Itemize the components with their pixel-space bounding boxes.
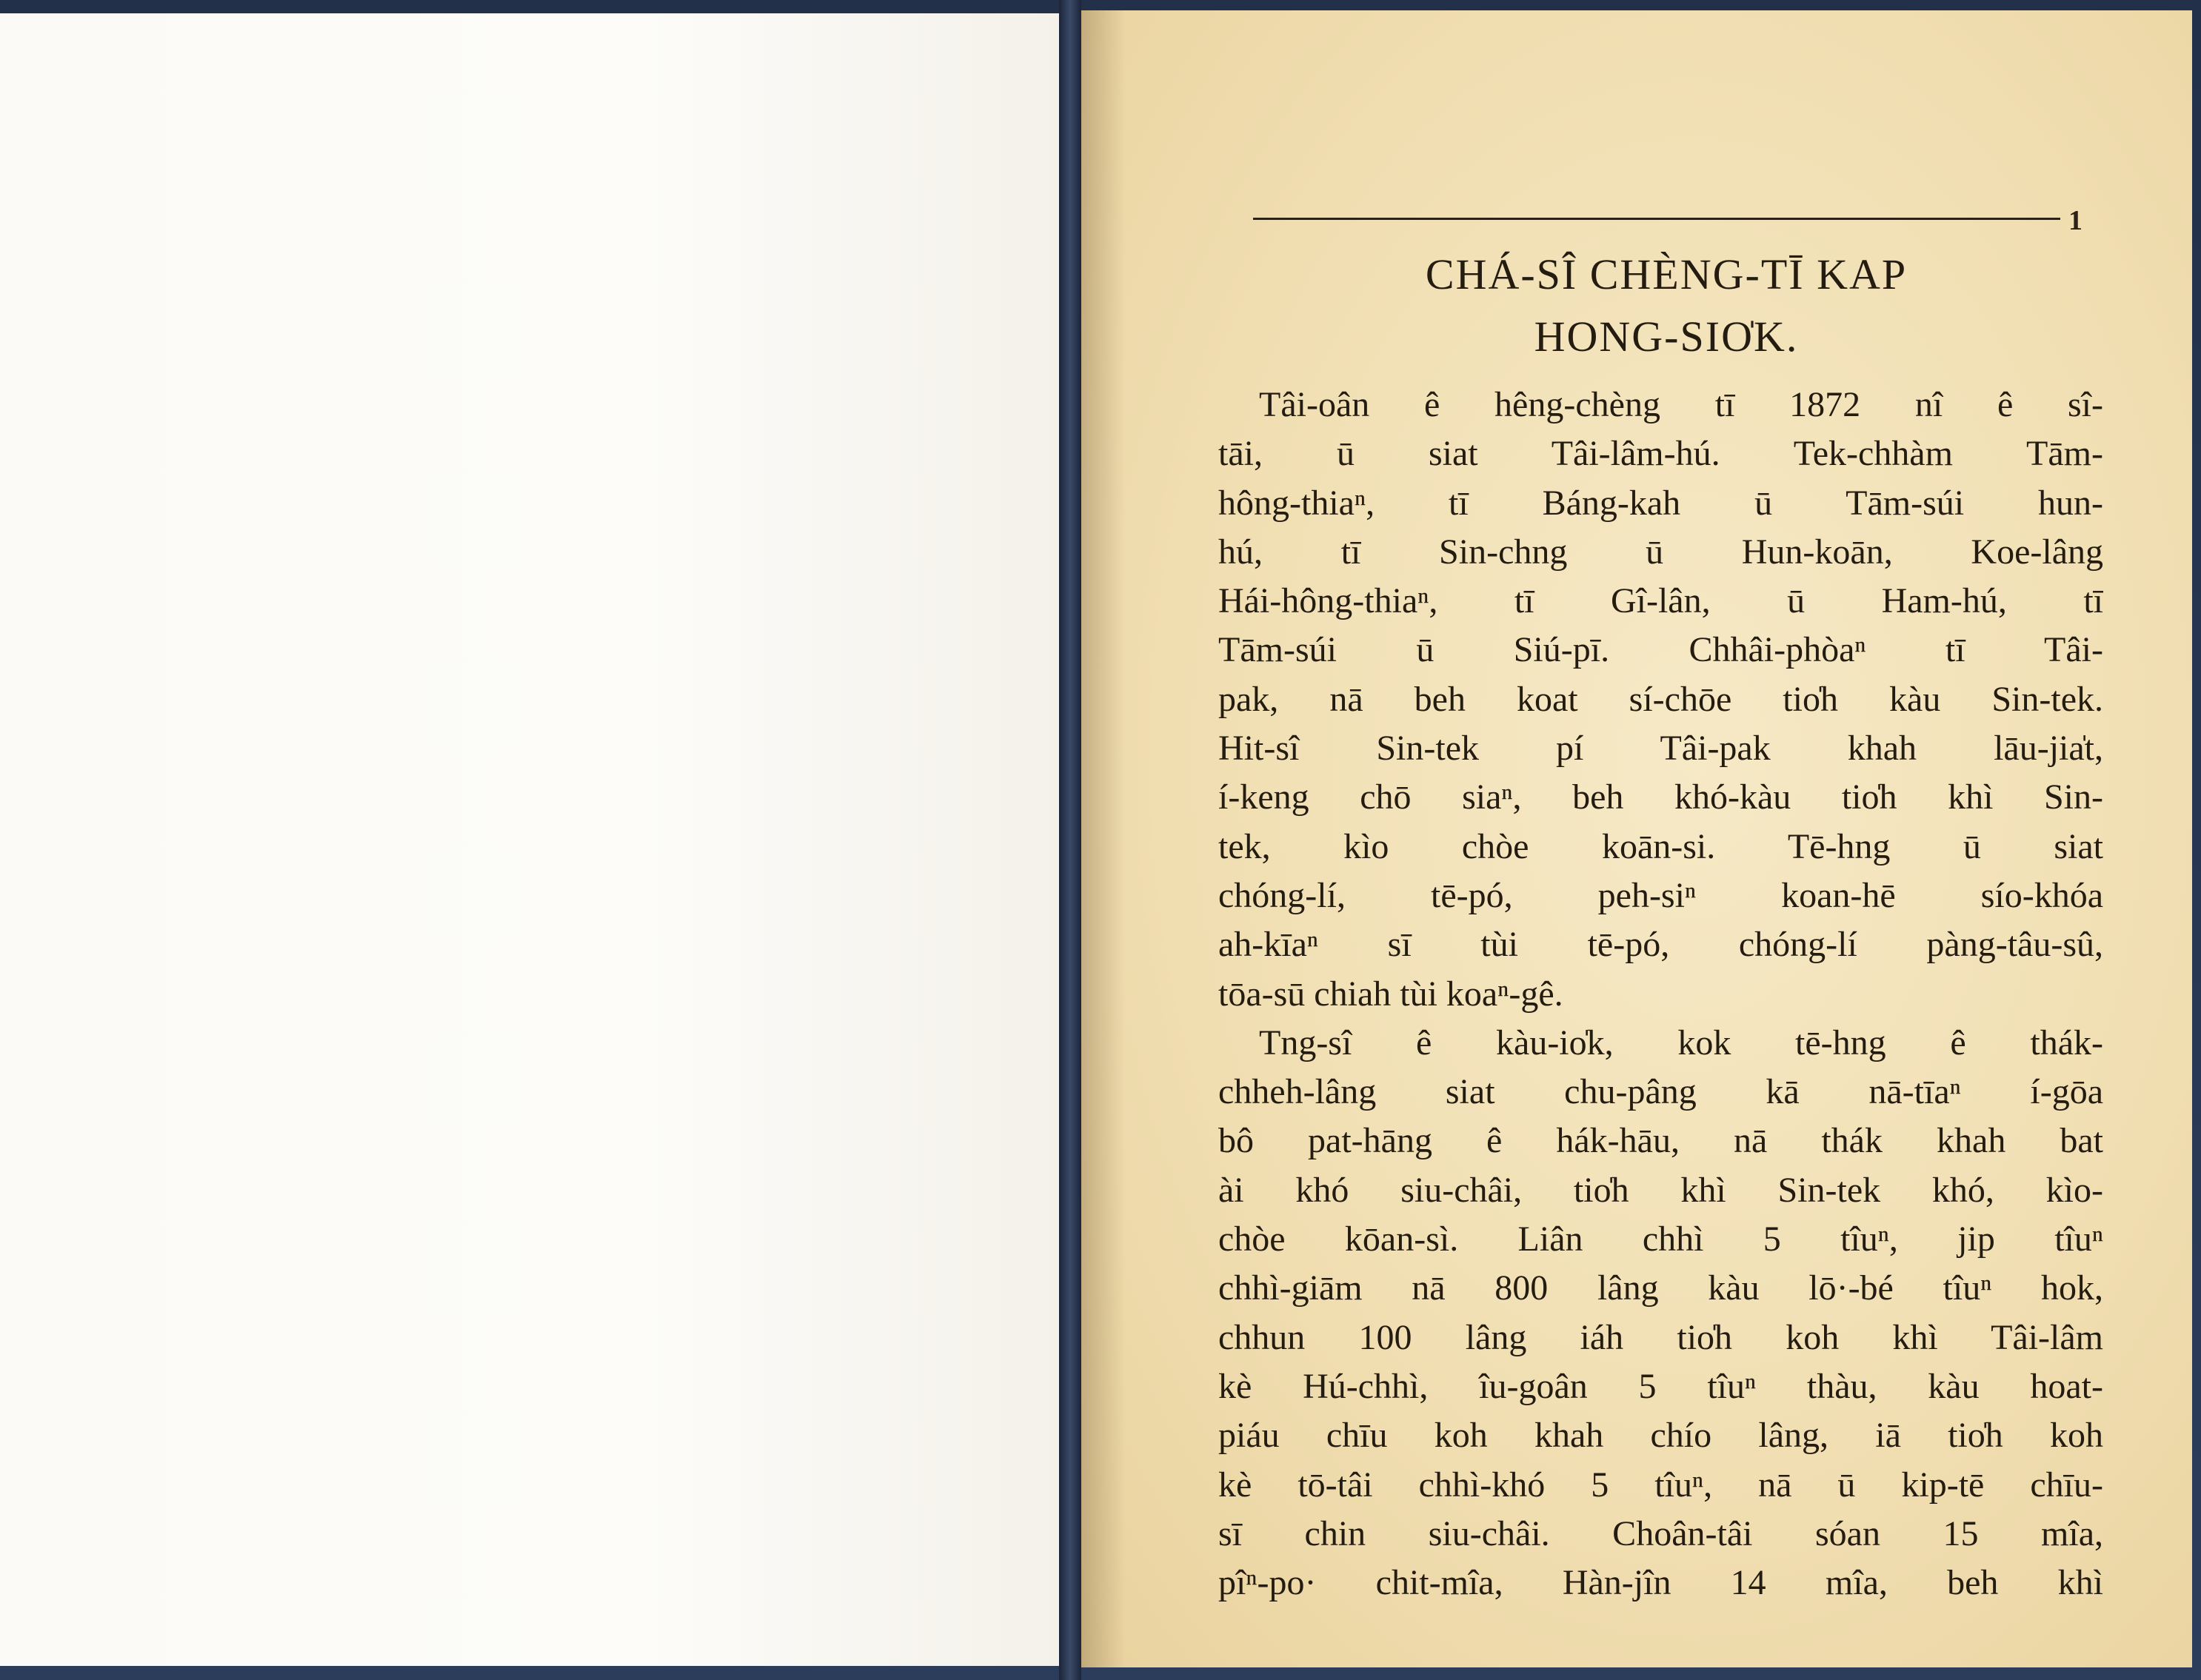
text-line: í-keng chō siaⁿ, beh khó-kàu tio̍h khì Sin- (1218, 777, 2103, 817)
chapter-title (1229, 244, 2103, 368)
text-line: Tâi-oân ê hêng-chèng tī 1872 nî ê sî- (1259, 385, 2103, 424)
blank-left-page (0, 13, 1059, 1666)
text-line: pîⁿ-po· chit-mîa, Hàn-jîn 14 mîa, beh khì (1218, 1563, 2103, 1603)
book-gutter (1059, 0, 1081, 1680)
text-page (1081, 10, 2192, 1667)
text-line: tek, kìo chòe koān-si. Tē-hng ū siat (1218, 826, 2103, 866)
text-line: bô pat-hāng ê hák-hāu, nā thák khah bat (1218, 1121, 2103, 1161)
text-line: pak, nā beh koat sí-chōe tio̍h kàu Sin-tek. (1218, 679, 2103, 719)
text-line: hú, tī Sin-chng ū Hun-koān, Koe-lâng (1218, 532, 2103, 572)
text-line: chòe kōan-sì. Liân chhì 5 tîuⁿ, jip tîuⁿ (1218, 1219, 2103, 1259)
text-line: sī chin siu-châi. Choân-tâi sóan 15 mîa, (1218, 1513, 2103, 1553)
text-line: hông-thiaⁿ, tī Báng-kah ū Tām-súi hun- (1218, 483, 2103, 523)
text-line: Tām-súi ū Siú-pī. Chhâi-phòaⁿ tī Tâi- (1218, 630, 2103, 670)
text-line: tāi, ū siat Tâi-lâm-hú. Tek-chhàm Tām- (1218, 434, 2103, 474)
text-line: chhì-giām nā 800 lâng kàu lō·-bé tîuⁿ hok, (1218, 1268, 2103, 1308)
text-line: kè Hú-chhì, îu-goân 5 tîuⁿ thàu, kàu hoat- (1218, 1366, 2103, 1406)
text-line: chheh-lâng siat chu-pâng kā nā-tīaⁿ í-gōa (1218, 1072, 2103, 1112)
body-text (1218, 381, 2103, 1607)
text-line: ài khó siu-châi, tio̍h khì Sin-tek khó, kìo- (1218, 1170, 2103, 1210)
header-rule (1253, 218, 2060, 220)
text-line: Hái-hông-thiaⁿ, tī Gî-lân, ū Ham-hú, tī (1218, 581, 2103, 621)
title-line: HONG-SIO̍K. (1534, 312, 1799, 361)
text-line: piáu chīu koh khah chío lâng, iā tio̍h koh (1218, 1416, 2103, 1456)
page-number: 1 (2068, 205, 2083, 236)
text-line: ah-kīaⁿ sī tùi tē-pó, chóng-lí pàng-tâu-sû, (1218, 925, 2103, 965)
text-line: chóng-lí, tē-pó, peh-siⁿ koan-hē sío-khóa (1218, 875, 2103, 915)
text-line: chhun 100 lâng iáh tio̍h koh khì Tâi-lâm (1218, 1317, 2103, 1357)
text-line: kè tō-tâi chhì-khó 5 tîuⁿ, nā ū kip-tē chīu- (1218, 1465, 2103, 1505)
title-line: CHÁ-SÎ CHÈNG-TĪ KAP (1425, 250, 1908, 298)
text-line: Tng-sî ê kàu-io̍k, kok tē-hng ê thák- (1259, 1023, 2103, 1062)
text-line: tōa-sū chiah tùi koaⁿ-gê. (1218, 974, 1563, 1014)
text-line: Hit-sî Sin-tek pí Tâi-pak khah lāu-jia̍t, (1218, 729, 2103, 769)
